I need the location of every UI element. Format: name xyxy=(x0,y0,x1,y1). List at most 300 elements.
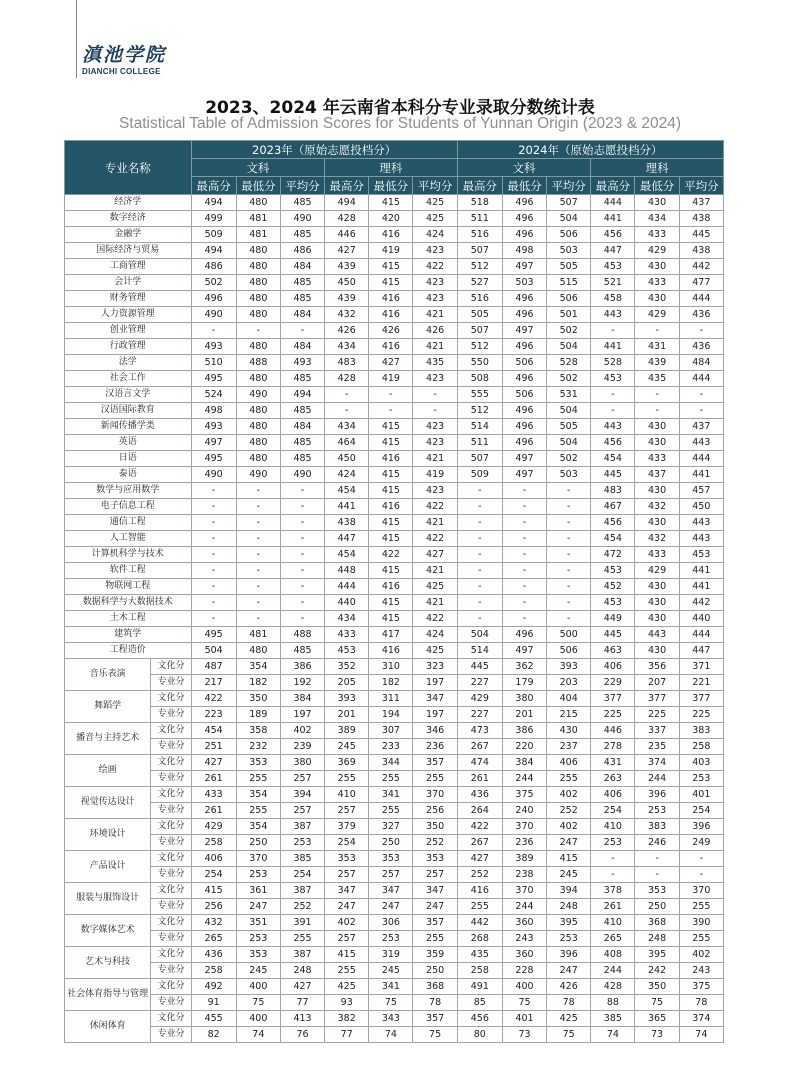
score-cell: - xyxy=(547,579,591,595)
major-name: 数字经济 xyxy=(65,211,192,227)
score-cell: 415 xyxy=(369,195,413,211)
page-title: 2023、2024 年云南省本科分专业录取分数统计表 xyxy=(205,98,595,118)
table-row xyxy=(65,899,724,915)
score-cell: 250 xyxy=(236,835,280,851)
score-cell: - xyxy=(547,531,591,547)
score-cell: 253 xyxy=(591,835,635,851)
score-cell: 442 xyxy=(457,915,502,931)
score-cell: 445 xyxy=(679,227,723,243)
score-cell: 197 xyxy=(413,707,457,723)
score-cell: 396 xyxy=(547,947,591,963)
score-cell: - xyxy=(457,579,502,595)
score-cell: - xyxy=(547,611,591,627)
table-row xyxy=(65,563,724,579)
score-cell: 496 xyxy=(502,371,546,387)
score-cell: 415 xyxy=(369,563,413,579)
score-cell: 353 xyxy=(413,851,457,867)
score-cell: 393 xyxy=(547,659,591,675)
header-2024-wenke: 文科 xyxy=(457,159,591,177)
score-cell: 236 xyxy=(413,739,457,755)
score-cell: 426 xyxy=(547,979,591,995)
table-row xyxy=(65,547,724,563)
table-row xyxy=(65,995,724,1011)
score-cell: 402 xyxy=(280,723,324,739)
score-cell: 495 xyxy=(191,371,236,387)
score-cell: 422 xyxy=(413,499,457,515)
score-cell: 265 xyxy=(191,931,236,947)
score-cell: 516 xyxy=(457,291,502,307)
score-cell: 509 xyxy=(191,227,236,243)
table-row xyxy=(65,227,724,243)
table-row xyxy=(65,659,724,675)
score-cell: 494 xyxy=(280,387,324,403)
score-cell: 494 xyxy=(191,243,236,259)
score-type-label: 专业分 xyxy=(151,963,191,979)
score-cell: 444 xyxy=(679,291,723,307)
score-cell: 490 xyxy=(280,211,324,227)
score-cell: 431 xyxy=(635,339,679,355)
score-cell: 496 xyxy=(191,291,236,307)
score-cell: - xyxy=(547,595,591,611)
score-cell: 442 xyxy=(679,259,723,275)
score-cell: 357 xyxy=(413,915,457,931)
score-cell: 430 xyxy=(635,611,679,627)
score-cell: - xyxy=(191,547,236,563)
table-row xyxy=(65,323,724,339)
score-cell: 474 xyxy=(457,755,502,771)
score-cell: 422 xyxy=(457,819,502,835)
score-cell: 445 xyxy=(591,627,635,643)
score-cell: - xyxy=(280,531,324,547)
score-cell: 353 xyxy=(236,755,280,771)
score-cell: - xyxy=(280,483,324,499)
score-cell: 189 xyxy=(236,707,280,723)
score-cell: 443 xyxy=(679,515,723,531)
score-cell: 197 xyxy=(280,707,324,723)
score-cell: 244 xyxy=(502,771,546,787)
score-cell: 394 xyxy=(280,787,324,803)
score-cell: 415 xyxy=(369,595,413,611)
score-cell: 507 xyxy=(457,451,502,467)
major-name: 经济学 xyxy=(65,195,192,211)
score-cell: - xyxy=(457,483,502,499)
major-name: 休闲体育 xyxy=(65,1011,151,1043)
score-cell: 454 xyxy=(591,531,635,547)
score-cell: 430 xyxy=(635,259,679,275)
score-cell: 78 xyxy=(547,995,591,1011)
score-cell: 467 xyxy=(591,499,635,515)
score-cell: 504 xyxy=(547,435,591,451)
score-cell: 402 xyxy=(547,787,591,803)
score-cell: 504 xyxy=(191,643,236,659)
score-cell: 423 xyxy=(413,419,457,435)
score-cell: 480 xyxy=(236,435,280,451)
score-cell: 427 xyxy=(191,755,236,771)
score-cell: 452 xyxy=(591,579,635,595)
score-cell: 254 xyxy=(280,867,324,883)
score-cell: 430 xyxy=(635,483,679,499)
score-cell: 311 xyxy=(369,691,413,707)
score-cell: 384 xyxy=(502,755,546,771)
score-cell: 404 xyxy=(547,691,591,707)
score-cell: 436 xyxy=(679,339,723,355)
major-name: 绘画 xyxy=(65,755,151,787)
score-cell: 524 xyxy=(191,387,236,403)
score-cell: 433 xyxy=(635,451,679,467)
score-cell: - xyxy=(413,387,457,403)
score-cell: 382 xyxy=(325,1011,369,1027)
score-cell: 501 xyxy=(547,307,591,323)
score-cell: 75 xyxy=(369,995,413,1011)
score-cell: 250 xyxy=(369,835,413,851)
score-cell: 375 xyxy=(502,787,546,803)
score-cell: 511 xyxy=(457,435,502,451)
score-cell: 486 xyxy=(280,243,324,259)
score-cell: 484 xyxy=(280,419,324,435)
score-cell: 453 xyxy=(591,563,635,579)
college-logo xyxy=(82,44,166,76)
score-cell: 481 xyxy=(236,627,280,643)
score-cell: 448 xyxy=(325,563,369,579)
score-cell: 485 xyxy=(280,227,324,243)
score-cell: 225 xyxy=(591,707,635,723)
score-cell: 497 xyxy=(502,323,546,339)
table-row xyxy=(65,611,724,627)
score-cell: - xyxy=(457,611,502,627)
score-cell: 365 xyxy=(635,1011,679,1027)
major-name: 数字媒体艺术 xyxy=(65,915,151,947)
score-type-label: 文化分 xyxy=(151,947,191,963)
score-cell: 91 xyxy=(191,995,236,1011)
score-cell: 454 xyxy=(325,483,369,499)
score-cell: 440 xyxy=(679,611,723,627)
score-cell: 387 xyxy=(280,819,324,835)
table-row xyxy=(65,803,724,819)
score-cell: - xyxy=(591,323,635,339)
score-cell: 433 xyxy=(191,787,236,803)
table-row xyxy=(65,1011,724,1027)
score-cell: 484 xyxy=(280,339,324,355)
score-cell: 443 xyxy=(679,531,723,547)
score-cell: 426 xyxy=(369,323,413,339)
score-cell: 255 xyxy=(547,771,591,787)
table-row xyxy=(65,627,724,643)
score-cell: 427 xyxy=(325,243,369,259)
score-cell: - xyxy=(502,483,546,499)
score-cell: 255 xyxy=(325,963,369,979)
score-cell: 415 xyxy=(369,515,413,531)
score-cell: 450 xyxy=(679,499,723,515)
score-cell: 516 xyxy=(457,227,502,243)
table-row xyxy=(65,787,724,803)
logo-english-text: DIANCHI COLLEGE xyxy=(82,67,161,76)
major-name: 软件工程 xyxy=(65,563,192,579)
score-cell: 393 xyxy=(325,691,369,707)
score-cell: 245 xyxy=(547,867,591,883)
score-cell: 78 xyxy=(679,995,723,1011)
score-cell: 307 xyxy=(369,723,413,739)
score-cell: 503 xyxy=(547,243,591,259)
score-type-label: 文化分 xyxy=(151,819,191,835)
score-cell: 430 xyxy=(635,195,679,211)
score-cell: 488 xyxy=(280,627,324,643)
major-name: 汉语国际教育 xyxy=(65,403,192,419)
header-divider-line xyxy=(76,0,77,78)
score-cell: 421 xyxy=(413,307,457,323)
score-cell: 395 xyxy=(547,915,591,931)
score-cell: 255 xyxy=(325,771,369,787)
table-row xyxy=(65,483,724,499)
score-cell: 428 xyxy=(325,371,369,387)
score-type-label: 专业分 xyxy=(151,867,191,883)
table-row xyxy=(65,755,724,771)
score-cell: 425 xyxy=(413,195,457,211)
score-cell: - xyxy=(679,387,723,403)
score-cell: 353 xyxy=(325,851,369,867)
score-cell: 422 xyxy=(191,691,236,707)
score-cell: 416 xyxy=(369,227,413,243)
score-cell: - xyxy=(236,531,280,547)
major-name: 人工智能 xyxy=(65,531,192,547)
score-cell: 419 xyxy=(413,467,457,483)
score-cell: 75 xyxy=(635,995,679,1011)
score-cell: 441 xyxy=(325,499,369,515)
score-cell: 506 xyxy=(547,643,591,659)
score-cell: 265 xyxy=(591,931,635,947)
score-cell: 422 xyxy=(413,611,457,627)
score-type-label: 专业分 xyxy=(151,931,191,947)
score-cell: 238 xyxy=(502,867,546,883)
score-cell: 415 xyxy=(369,259,413,275)
major-name: 音乐表演 xyxy=(65,659,151,691)
major-name: 电子信息工程 xyxy=(65,499,192,515)
score-cell: 74 xyxy=(236,1027,280,1043)
score-cell: - xyxy=(191,483,236,499)
major-name: 服装与服饰设计 xyxy=(65,883,151,915)
score-cell: 443 xyxy=(591,419,635,435)
score-cell: 402 xyxy=(325,915,369,931)
major-name: 计算机科学与技术 xyxy=(65,547,192,563)
score-cell: 434 xyxy=(325,339,369,355)
major-name: 英语 xyxy=(65,435,192,451)
score-cell: 88 xyxy=(591,995,635,1011)
score-cell: 506 xyxy=(547,227,591,243)
score-cell: 485 xyxy=(280,435,324,451)
score-cell: 480 xyxy=(236,371,280,387)
score-cell: 77 xyxy=(325,1027,369,1043)
major-name: 新闻传播学类 xyxy=(65,419,192,435)
header-2023-wenke-min: 最低分 xyxy=(236,177,280,195)
score-cell: 263 xyxy=(591,771,635,787)
score-cell: 264 xyxy=(457,803,502,819)
score-cell: 515 xyxy=(547,275,591,291)
score-cell: 258 xyxy=(191,835,236,851)
score-cell: 491 xyxy=(457,979,502,995)
score-cell: 261 xyxy=(191,803,236,819)
score-cell: 268 xyxy=(457,931,502,947)
score-cell: 350 xyxy=(635,979,679,995)
score-cell: 427 xyxy=(457,851,502,867)
score-cell: 93 xyxy=(325,995,369,1011)
score-cell: 446 xyxy=(325,227,369,243)
score-cell: - xyxy=(502,515,546,531)
score-cell: 245 xyxy=(236,963,280,979)
score-cell: 360 xyxy=(502,915,546,931)
major-name: 行政管理 xyxy=(65,339,192,355)
score-cell: 432 xyxy=(635,499,679,515)
score-cell: 254 xyxy=(191,867,236,883)
score-cell: 421 xyxy=(413,451,457,467)
major-name: 国际经济与贸易 xyxy=(65,243,192,259)
score-cell: 512 xyxy=(457,339,502,355)
table-row xyxy=(65,723,724,739)
score-cell: 75 xyxy=(502,995,546,1011)
score-cell: 358 xyxy=(236,723,280,739)
score-cell: 255 xyxy=(280,931,324,947)
score-cell: 485 xyxy=(280,451,324,467)
score-cell: 415 xyxy=(369,419,413,435)
score-cell: 387 xyxy=(280,947,324,963)
score-cell: 379 xyxy=(325,819,369,835)
page-subtitle: Statistical Table of Admission Scores for Students of Yunnan Origin (2023 & 2024) xyxy=(118,115,682,132)
score-cell: 416 xyxy=(369,307,413,323)
score-cell: 255 xyxy=(413,771,457,787)
score-cell: 400 xyxy=(502,979,546,995)
score-cell: 430 xyxy=(635,419,679,435)
score-cell: 386 xyxy=(502,723,546,739)
score-type-label: 文化分 xyxy=(151,691,191,707)
score-cell: 447 xyxy=(679,643,723,659)
score-cell: 506 xyxy=(547,291,591,307)
score-type-label: 专业分 xyxy=(151,675,191,691)
table-row xyxy=(65,307,724,323)
header-year-2023: 2023年（原始志愿投档分） xyxy=(191,141,457,159)
score-cell: 550 xyxy=(457,355,502,371)
score-cell: 423 xyxy=(413,291,457,307)
score-cell: 416 xyxy=(369,291,413,307)
score-cell: - xyxy=(325,387,369,403)
score-cell: 425 xyxy=(413,211,457,227)
score-cell: 480 xyxy=(236,259,280,275)
score-cell: 421 xyxy=(413,595,457,611)
score-cell: 252 xyxy=(280,899,324,915)
score-cell: 437 xyxy=(635,467,679,483)
score-cell: 436 xyxy=(191,947,236,963)
score-cell: 346 xyxy=(413,723,457,739)
score-cell: 406 xyxy=(191,851,236,867)
score-cell: 441 xyxy=(591,339,635,355)
score-cell: - xyxy=(280,499,324,515)
score-cell: - xyxy=(236,595,280,611)
score-cell: - xyxy=(457,531,502,547)
score-cell: 243 xyxy=(502,931,546,947)
score-cell: 415 xyxy=(369,435,413,451)
score-cell: 435 xyxy=(635,371,679,387)
score-cell: 531 xyxy=(547,387,591,403)
score-cell: 495 xyxy=(191,627,236,643)
score-cell: 252 xyxy=(547,803,591,819)
score-cell: 261 xyxy=(457,771,502,787)
score-cell: 430 xyxy=(635,515,679,531)
score-cell: - xyxy=(679,403,723,419)
score-cell: 242 xyxy=(635,963,679,979)
table-row xyxy=(65,819,724,835)
score-cell: 406 xyxy=(591,659,635,675)
score-cell: 454 xyxy=(191,723,236,739)
score-cell: - xyxy=(191,579,236,595)
score-cell: 347 xyxy=(369,883,413,899)
score-cell: 443 xyxy=(679,435,723,451)
score-cell: 182 xyxy=(369,675,413,691)
score-cell: 415 xyxy=(547,851,591,867)
score-cell: - xyxy=(191,531,236,547)
score-cell: 256 xyxy=(191,899,236,915)
score-cell: 456 xyxy=(591,515,635,531)
score-cell: 350 xyxy=(236,691,280,707)
score-cell: - xyxy=(236,515,280,531)
score-cell: 387 xyxy=(280,883,324,899)
table-row xyxy=(65,691,724,707)
score-cell: 450 xyxy=(325,275,369,291)
score-cell: 323 xyxy=(413,659,457,675)
score-cell: 255 xyxy=(236,771,280,787)
score-cell: 432 xyxy=(191,915,236,931)
score-cell: 492 xyxy=(191,979,236,995)
score-cell: 256 xyxy=(413,803,457,819)
score-cell: 504 xyxy=(457,627,502,643)
score-cell: 253 xyxy=(280,835,324,851)
score-cell: 76 xyxy=(280,1027,324,1043)
table-row xyxy=(65,739,724,755)
score-cell: - xyxy=(236,547,280,563)
score-cell: 384 xyxy=(280,691,324,707)
score-cell: 370 xyxy=(413,787,457,803)
score-cell: 444 xyxy=(679,371,723,387)
score-cell: 257 xyxy=(325,867,369,883)
score-cell: 244 xyxy=(502,899,546,915)
score-cell: 483 xyxy=(591,483,635,499)
score-cell: 257 xyxy=(325,803,369,819)
score-cell: 480 xyxy=(236,195,280,211)
table-row xyxy=(65,707,724,723)
score-cell: - xyxy=(457,563,502,579)
score-cell: 74 xyxy=(679,1027,723,1043)
score-cell: - xyxy=(191,595,236,611)
score-cell: 514 xyxy=(457,419,502,435)
score-cell: 362 xyxy=(502,659,546,675)
score-cell: 257 xyxy=(280,771,324,787)
score-cell: 380 xyxy=(502,691,546,707)
score-cell: 267 xyxy=(457,739,502,755)
score-cell: 496 xyxy=(502,435,546,451)
score-cell: - xyxy=(413,403,457,419)
score-cell: 481 xyxy=(236,227,280,243)
header-year-2024: 2024年（原始志愿投档分） xyxy=(457,141,723,159)
score-cell: 507 xyxy=(547,195,591,211)
score-cell: - xyxy=(635,403,679,419)
score-cell: 505 xyxy=(547,259,591,275)
score-cell: 306 xyxy=(369,915,413,931)
score-cell: 454 xyxy=(591,451,635,467)
score-cell: 319 xyxy=(369,947,413,963)
score-cell: 253 xyxy=(635,803,679,819)
score-cell: 343 xyxy=(369,1011,413,1027)
score-cell: 506 xyxy=(502,355,546,371)
score-cell: 441 xyxy=(679,467,723,483)
score-cell: 506 xyxy=(502,387,546,403)
score-cell: 423 xyxy=(413,275,457,291)
score-cell: 454 xyxy=(325,547,369,563)
